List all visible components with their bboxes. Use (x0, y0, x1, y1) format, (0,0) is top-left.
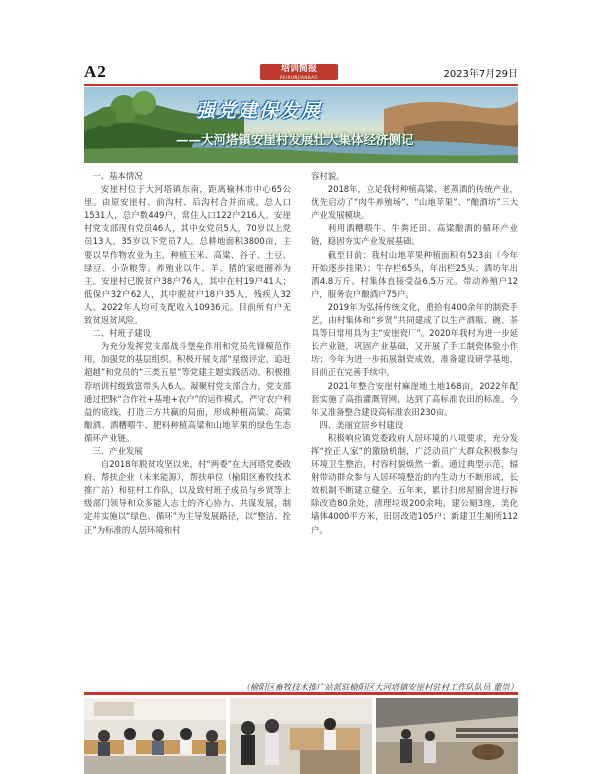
paragraph: 2019年为弘扬传统文化，重拾有400余年的制瓷手艺，由村集体和“乡贤”共同建成了以生产酒瓶、碗、茶具等日常用具为主“安崖瓷厂”。2020年我村为进一步延长产业链，巩固产业基础，又开展了手工制瓷体验小作坊；今年为进一步拓展制瓷成效，准备建设研学基地，目前正在完善手续中。 (311, 301, 518, 378)
issue-date: 2023年7月29日 (443, 69, 518, 80)
paragraph-continuation: 容村貌。 (311, 171, 345, 181)
author-credit: （榆阳区畜牧技术推广站派驻榆阳区大河塔镇安崖村驻村工作队队员 董崇） (241, 682, 518, 692)
article-column-right (311, 170, 518, 537)
section-heading: 三、产业发展 (92, 445, 143, 456)
paragraph: 利用酒糟喂牛、牛粪还田、高粱酿酒的循环产业链，稳固夯实产业发展基础。 (311, 223, 518, 247)
photo-cattle-shed (376, 698, 518, 774)
masthead-logo (260, 64, 338, 80)
paragraph: 自2018年脱贫攻坚以来，村“两委”在大河塔党委政府、帮扶企业（未来能源），帮扶单位（榆阳区畜牧技术推广站）和驻村工作队，以及致村班子成员与乡贤等上级部门领导和众多能人志士的齐心协力、共谋发展，制定并实施以“绿色、循环”为主导发展路径，以“整洁、拴正”为标准的人居环境和村 (84, 459, 291, 535)
article-subheadline: ——大河塔镇安崖村发展壮大集体经济侧记 (176, 132, 414, 147)
page-header (84, 62, 518, 86)
article-headline: 强党建保发展 (196, 100, 323, 122)
masthead-title: 培训简报 (280, 64, 317, 74)
paragraph: 截至目前：我村山地苹果种植面积有523亩（今年开始逐步挂果）；牛存栏65头，年出栏25头；酒坊年出酒4.8万斤。村集体直接受益6.5万元。带动养殖户12户，服务农户酿酒户75户。 (311, 249, 518, 299)
photo-meeting (84, 698, 226, 774)
section-heading: 一、基本情况 (92, 171, 143, 181)
photo-factory-visit (230, 698, 372, 774)
paragraph: 为充分发挥党支部战斗堡垒作用和党员先锋模范作用，加强党的基层组织。积极开展支部“星级评定，追赶超越”和党员的“三类五星”等党建主题实践活动。积极推荐培训村级致富带头人6人。凝聚村党支部合力，党支部通过把脉“合作社+基地+农户”的运作模式，严守农户利益的底线，打造三方共赢的局面，形成种植高粱、高粱酿酒、酒糟喂牛、肥料种植高粱和山地苹果的绿色生态循环产业链。 (84, 341, 291, 443)
paragraph: 安崖村位于大河塔镇东南，距离榆林市中心65公里。由原安崖村、前沟村、后沟村合并而成。总人口1531人，总户数449户，常住人口122户216人。安崖村党支部现有党员46人，其中女党员5人，70岁以上党员13人，35岁以下党员7人。总耕地面积3800亩，主要以旱作物农业为主，种植玉米、高粱、谷子、土豆、绿豆、小杂粮等。养殖业以牛、羊、猪的家庭圈养为主。安崖村已脱贫户38户76人，其中在村19户41人；低保户32户62人，其中脱贫户18户35人，残疾人32人。2022年人均可支配收入10936元。目前所有户无致贫返贫风险。 (84, 184, 291, 326)
section-heading: 四、美丽宜居乡村建设 (319, 419, 404, 430)
paragraph: 2018年，立足我村种植高粱、老蒸酒的传统产业，优先启动了“肉牛养殖场”、“山地苹果”、“酿酒坊”三大产业发展模块。 (311, 184, 518, 221)
article-column-left (84, 170, 291, 537)
paragraph: 2021年整合安崖村麻崖地土地168亩，2022年配套实施了高指灌溉管网，达到了高标准农田的标准。今年又准备整合建设高标准农田230亩。 (311, 380, 518, 417)
masthead-pinyin: PEIXUNJIANBAO (280, 75, 318, 80)
divider (84, 692, 518, 695)
page-number: A2 (84, 62, 107, 81)
paragraph: 积极响应镇党委政府人居环境的八项要求，充分发挥“拴正人家”的激励机制，广泛动员广大群众积极参与环境卫生整治，村容村貌焕然一新。通过典型示范，辐射带动群众参与人居环境整治的内生动力不断形成，长效机制不断建立健全。五年来，累计扫房屋圈舍进行拆除改造80余处，清理垃圾200余吨，建公厕3座，美化墙体4000平方米，旧居改造105户；新建卫生厕所112户。 (311, 432, 518, 535)
section-heading: 二、村班子建设 (92, 328, 152, 339)
